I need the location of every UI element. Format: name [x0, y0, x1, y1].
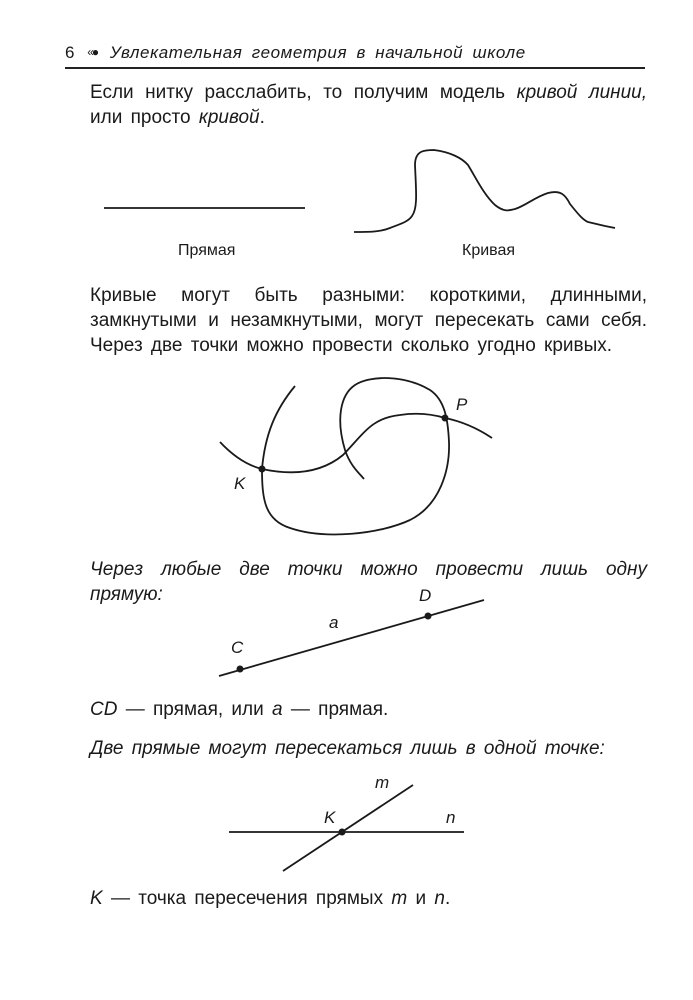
one-line-statement: Через любые две точки можно провести лишь одну прямую:: [90, 559, 647, 605]
caption-straight: Прямая: [178, 242, 236, 259]
curves-paragraph: Кривые могут быть разными: короткими, длинными, замкнутыми и незамкнутыми, могут пересекать сами себя. Через две точки можно провести сколько угодно кривых.: [90, 285, 647, 356]
label-p: P: [456, 395, 468, 414]
text: — прямая, или: [117, 699, 273, 720]
point-p: [442, 415, 449, 422]
point-d: [425, 613, 432, 620]
term-n: n: [434, 888, 445, 909]
text: .: [259, 107, 265, 128]
label-a: a: [329, 613, 339, 632]
line-cd-figure: [219, 600, 484, 676]
intersecting-lines-figure: [229, 785, 464, 871]
point-k-intersection: [339, 829, 346, 836]
label-c: C: [231, 638, 244, 657]
term-curve-line: кривой линии,: [516, 82, 648, 103]
text: — прямая.: [282, 699, 389, 720]
text: — точка пересечения прямых: [102, 888, 392, 909]
intersection-statement: Две прямые могут пересекаться лишь в одной точке:: [90, 738, 605, 759]
term-curve: кривой: [198, 107, 260, 128]
text: или просто: [90, 107, 199, 128]
label-m: m: [375, 773, 390, 792]
curve-figure: [354, 150, 615, 232]
term-a: a: [272, 699, 283, 720]
term-k: K: [90, 888, 103, 909]
label-k2: K: [324, 808, 336, 827]
caption-curve: Кривая: [462, 242, 516, 259]
text: и: [407, 888, 435, 909]
label-k: K: [234, 474, 246, 493]
intersection-conclusion: [90, 886, 647, 911]
point-k: [259, 466, 266, 473]
text: Если нитку расслабить, то получим модель: [90, 82, 517, 103]
label-n: n: [446, 808, 456, 827]
point-c: [237, 666, 244, 673]
term-m: m: [391, 888, 408, 909]
curves-through-two-points-figure: [220, 378, 492, 534]
term-cd: CD: [90, 699, 118, 720]
header-marker-icon: «●: [87, 45, 98, 59]
label-d: D: [419, 586, 432, 605]
cd-conclusion: [90, 697, 647, 722]
page-number: 6: [65, 43, 75, 62]
book-title: Увлекательная геометрия в начальной школе: [109, 43, 526, 62]
text: .: [444, 888, 451, 909]
